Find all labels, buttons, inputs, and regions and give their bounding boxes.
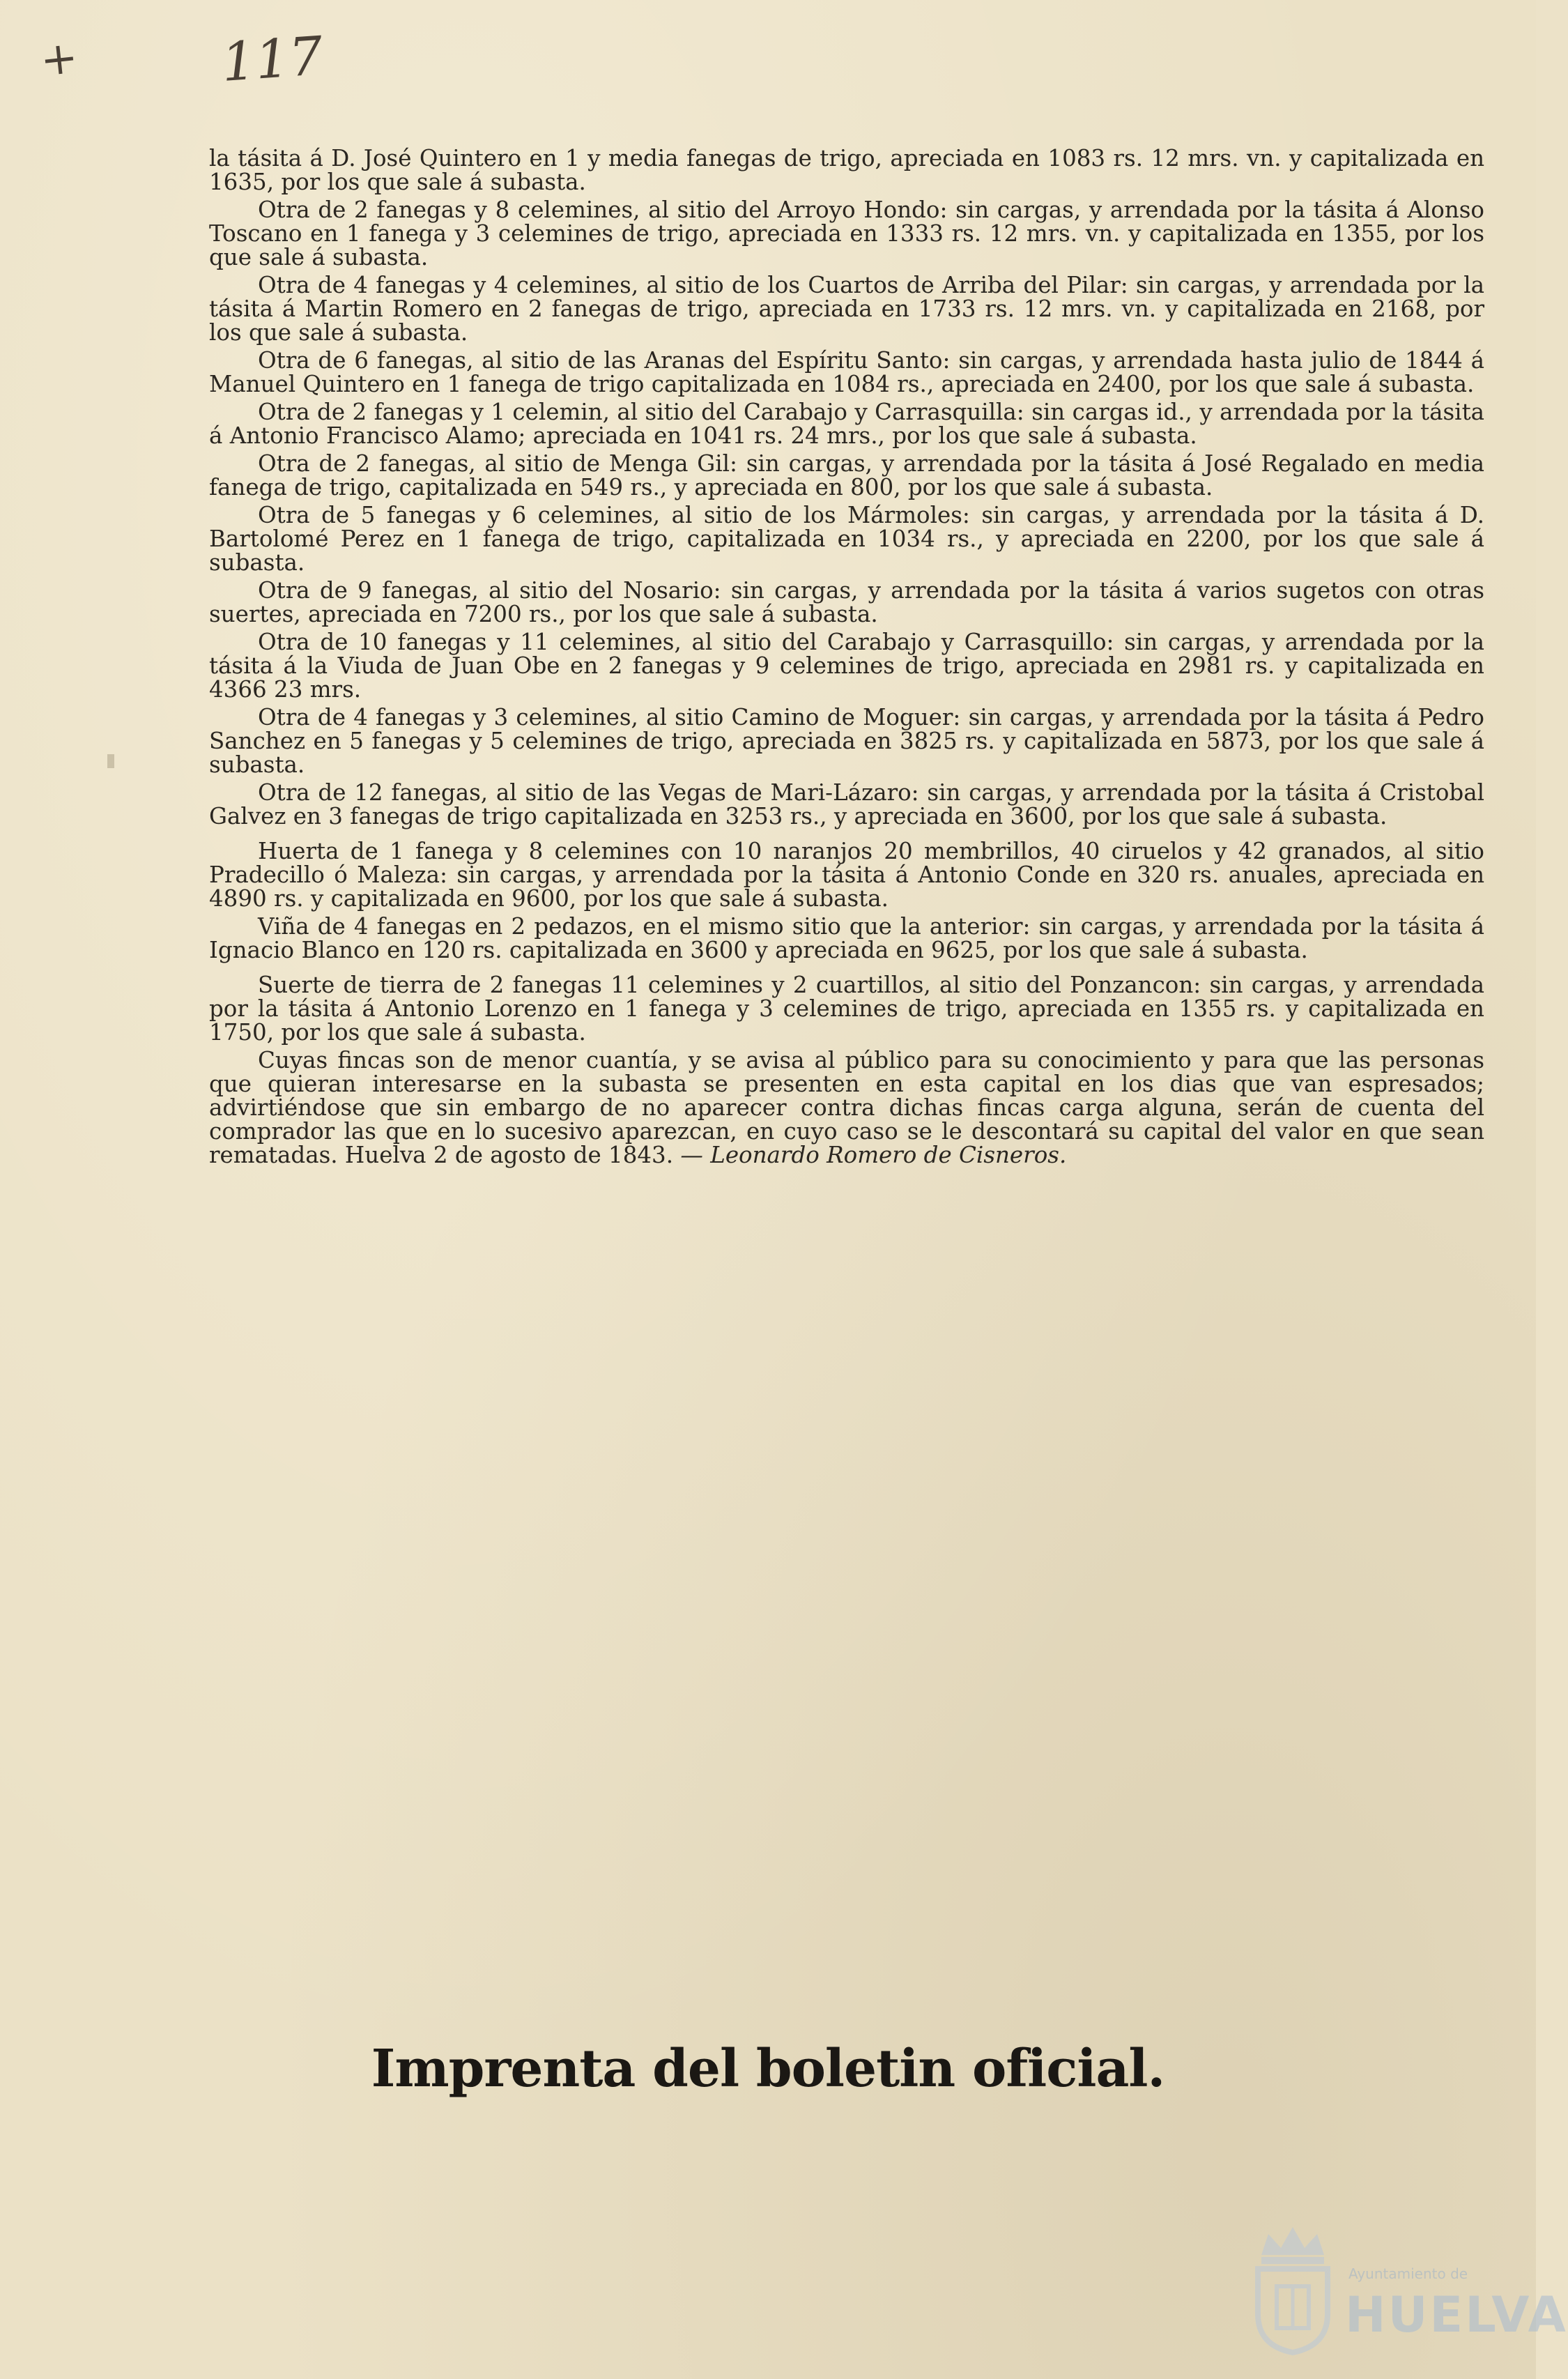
paragraph-13: Viña de 4 fanegas en 2 pedazos, en el mismo sitio que la anterior: sin cargas, y arrendada por la tásita á Ignacio Blanco en 120 rs. capitalizada en 3600 y apreciada en 9625, por los que sale á subasta. bbox=[209, 913, 1484, 963]
watermark-title: HUELVA bbox=[1345, 2286, 1568, 2343]
margin-stain-mark bbox=[105, 753, 117, 770]
signature: — Leonardo Romero de Cisneros. bbox=[680, 1142, 1067, 1168]
folio-number: 117 bbox=[220, 24, 325, 93]
paragraph-7: Otra de 5 fanegas y 6 celemines, al sitio de los Mármoles: sin cargas, y arrendada por la tásita á D. Bartolomé Perez en 1 fanega de trigo, capitalizada en 1034 rs., y apreciada en 2200, por los que sale á subasta. bbox=[209, 502, 1484, 576]
folio-mark: + bbox=[38, 31, 81, 87]
paragraph-12: Huerta de 1 fanega y 8 celemines con 10 naranjos 20 membrillos, 40 ciruelos y 42 granados, al sitio Pradecillo ó Maleza: sin cargas, y arrendada por la tásita á Antonio Conde en 320 rs. anuales, apreciada en 4890 rs. y capitalizada en 9600, por los que sale á subasta. bbox=[209, 838, 1484, 912]
paragraph-14: Suerte de tierra de 2 fanegas 11 celemines y 2 cuartillos, al sitio del Ponzancon: sin cargas, y arrendada por la tásita á Antonio Lorenzo en 1 fanega y 3 celemines de trigo, apreciada en 1355 rs. y capitalizada en 1750, por los que sale á subasta. bbox=[209, 972, 1484, 1046]
paragraph-11: Otra de 12 fanegas, al sitio de las Vegas de Mari-Lázaro: sin cargas, y arrendada por la tásita á Cristobal Galvez en 3 fanegas de trigo capitalizada en 3253 rs., y apreciada en 3600, por los que sale á subasta. bbox=[209, 779, 1484, 829]
paragraph-10: Otra de 4 fanegas y 3 celemines, al sitio Camino de Moguer: sin cargas, y arrendada por la tásita á Pedro Sanchez en 5 fanegas y 5 celemines de trigo, apreciada en 3825 rs. y capitalizada en 5873, por los que sale á subasta. bbox=[209, 704, 1484, 778]
paragraph-9: Otra de 10 fanegas y 11 celemines, al sitio del Carabajo y Carrasquillo: sin cargas, y arrendada por la tásita á la Viuda de Juan Obe en 2 fanegas y 9 celemines de trigo, apreciada en 2981 rs. y capitalizada en 4366 23 mrs. bbox=[209, 629, 1484, 703]
watermark-caption: Ayuntamiento de bbox=[1348, 2265, 1468, 2282]
paragraph-2: Otra de 2 fanegas y 8 celemines, al sitio del Arroyo Hondo: sin cargas, y arrendada por la tásita á Alonso Toscano en 1 fanega y 3 celemines de trigo, apreciada en 1333 rs. 12 mrs. vn. y capitalizada en 1355, por los que sale á subasta. bbox=[209, 197, 1484, 270]
closing-text: Cuyas fincas son de menor cuantía, y se avisa al público para su conocimiento y para que las personas que quieran interesarse en la subasta se presenten en esta capital en los dias que van espresados; advirtiéndose que sin embargo de no aparecer contra dichas fincas carga alguna, serán de cuenta del comprador las que en lo sucesivo aparezcan, en cuyo caso se le descontará su capital del valor en que sean rematadas. Huelva 2 de agosto de 1843. bbox=[209, 1047, 1484, 1168]
paragraph-5: Otra de 2 fanegas y 1 celemin, al sitio del Carabajo y Carrasquilla: sin cargas id., y arrendada por la tásita á Antonio Francisco Alamo; apreciada en 1041 rs. 24 mrs., por los que sale á subasta. bbox=[209, 399, 1484, 449]
printer-imprint: Imprenta del boletin oficial. bbox=[371, 2039, 1165, 2099]
closing-paragraph bbox=[209, 1048, 1484, 1167]
paragraph-1: la tásita á D. José Quintero en 1 y media fanegas de trigo, apreciada en 1083 rs. 12 mrs. vn. y capitalizada en 1635, por los que sale á subasta. bbox=[209, 145, 1484, 195]
crown-shield-icon bbox=[1240, 2217, 1345, 2356]
paragraph-8: Otra de 9 fanegas, al sitio del Nosario: sin cargas, y arrendada por la tásita á varios sugetos con otras suertes, apreciada en 7200 rs., por los que sale á subasta. bbox=[209, 577, 1484, 627]
archive-watermark bbox=[1240, 2217, 1568, 2356]
paragraph-3: Otra de 4 fanegas y 4 celemines, al sitio de los Cuartos de Arriba del Pilar: sin cargas, y arrendada por la tásita á Martin Romero en 2 fanegas de trigo, apreciada en 1733 rs. 12 mrs. vn. y capitalizada en 2168, por los que sale á subasta. bbox=[209, 272, 1484, 346]
notice-body bbox=[209, 146, 1484, 1171]
paragraph-4: Otra de 6 fanegas, al sitio de las Aranas del Espíritu Santo: sin cargas, y arrendada hasta julio de 1844 á Manuel Quintero en 1 fanega de trigo capitalizada en 1084 rs., apreciada en 2400, por los que sale á subasta. bbox=[209, 347, 1484, 397]
paragraph-6: Otra de 2 fanegas, al sitio de Menga Gil: sin cargas, y arrendada por la tásita á José Regalado en media fanega de trigo, capitalizada en 549 rs., y apreciada en 800, por los que sale á subasta. bbox=[209, 450, 1484, 500]
